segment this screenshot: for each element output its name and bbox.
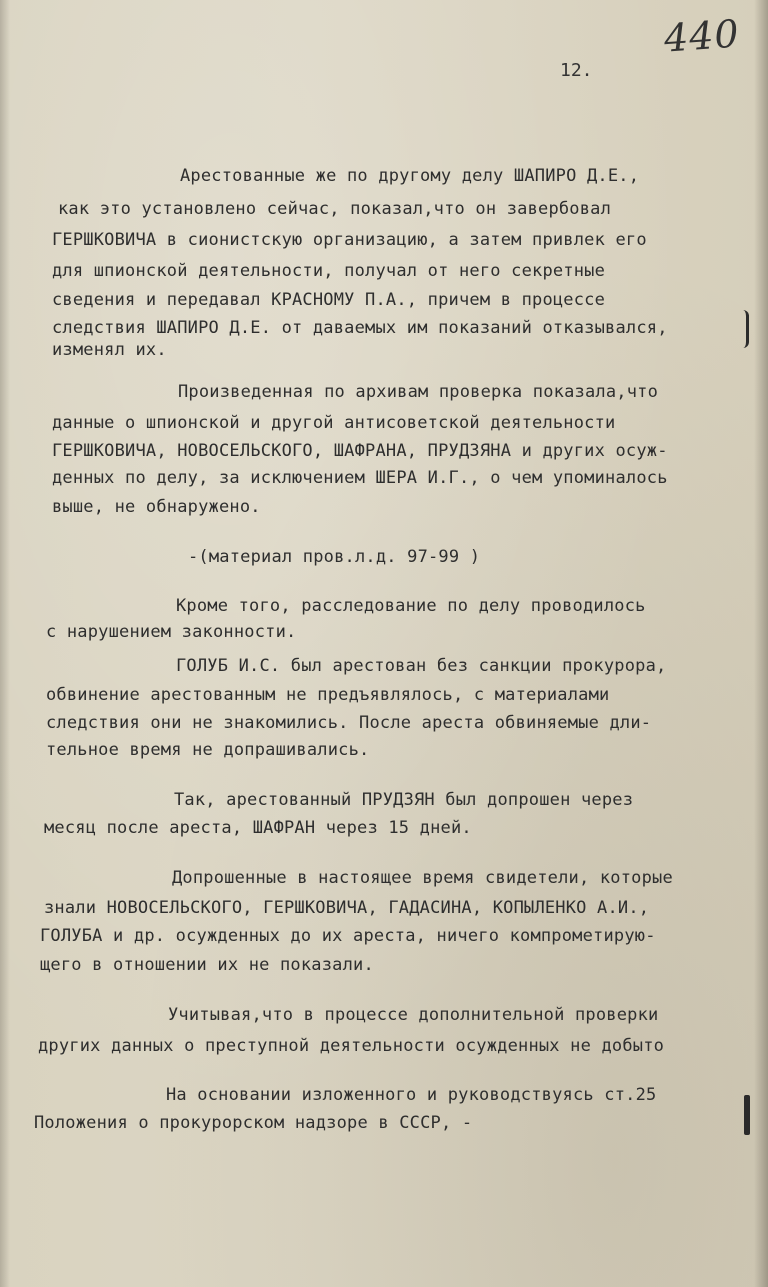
text-line: сведения и передавал КРАСНОМУ П.А., причем в процессе (52, 290, 606, 310)
text-line: Допрошенные в настоящее время свидетели, которые (172, 868, 673, 888)
text-line: тельное время не допрашивались. (46, 740, 370, 760)
margin-ink-mark (744, 1095, 750, 1135)
text-line: денных по делу, за исключением ШЕРА И.Г., о чем упоминалось (52, 468, 668, 488)
text-line: Положения о прокурорском надзоре в СССР, - (34, 1113, 473, 1133)
text-line: знали НОВОСЕЛЬСКОГО, ГЕРШКОВИЧА, ГАДАСИНА, КОПЫЛЕНКО А.И., (44, 898, 650, 918)
text-line: следствия ШАПИРО Д.Е. от даваемых им показаний отказывался, (52, 318, 668, 338)
text-line: для шпионской деятельности, получал от него секретные (52, 261, 606, 281)
text-line: как это установлено сейчас, показал,что он завербовал (58, 199, 612, 219)
text-line: данные о шпионской и другой антисоветской деятельности (52, 413, 616, 433)
text-line: выше, не обнаружено. (52, 497, 261, 517)
text-line: ГОЛУБ И.С. был арестован без санкции прокурора, (176, 656, 667, 676)
text-line: следствия они не знакомились. После ареста обвиняемые дли- (46, 713, 652, 733)
text-line: обвинение арестованным не предъявлялось, с материалами (46, 685, 610, 705)
text-line: щего в отношении их не показали. (40, 955, 374, 975)
material-reference: -(материал пров.л.д. 97-99 ) (188, 547, 481, 567)
page-number: 12. (560, 60, 593, 81)
text-line: Учитывая,что в процессе дополнительной проверки (168, 1005, 659, 1025)
text-line: изменял их. (52, 340, 167, 360)
text-line: ГОЛУБА и др. осужденных до их ареста, ничего компрометирую- (40, 926, 656, 946)
text-line: ГЕРШКОВИЧА в сионистскую организацию, а затем привлек его (52, 230, 647, 250)
text-line: Арестованные же по другому делу ШАПИРО Д.Е., (180, 166, 640, 186)
text-line: других данных о преступной деятельности осужденных не добыто (38, 1036, 665, 1056)
text-line: Произведенная по архивам проверка показала,что (178, 382, 659, 402)
text-line: Так, арестованный ПРУДЗЯН был допрошен через (174, 790, 634, 810)
text-line: с нарушением законности. (46, 622, 297, 642)
page-right-shadow (754, 0, 768, 1287)
text-line: ГЕРШКОВИЧА, НОВОСЕЛЬСКОГО, ШАФРАНА, ПРУДЗЯНА и других осуж- (52, 441, 668, 461)
handwritten-folio-number: 440 (662, 11, 741, 61)
margin-bracket-mark (742, 310, 749, 348)
text-line: месяц после ареста, ШАФРАН через 15 дней. (44, 818, 472, 838)
text-line: Кроме того, расследование по делу проводилось (176, 596, 646, 616)
text-line: На основании изложенного и руководствуясь ст.25 (166, 1085, 657, 1105)
page-left-shadow (0, 0, 10, 1287)
